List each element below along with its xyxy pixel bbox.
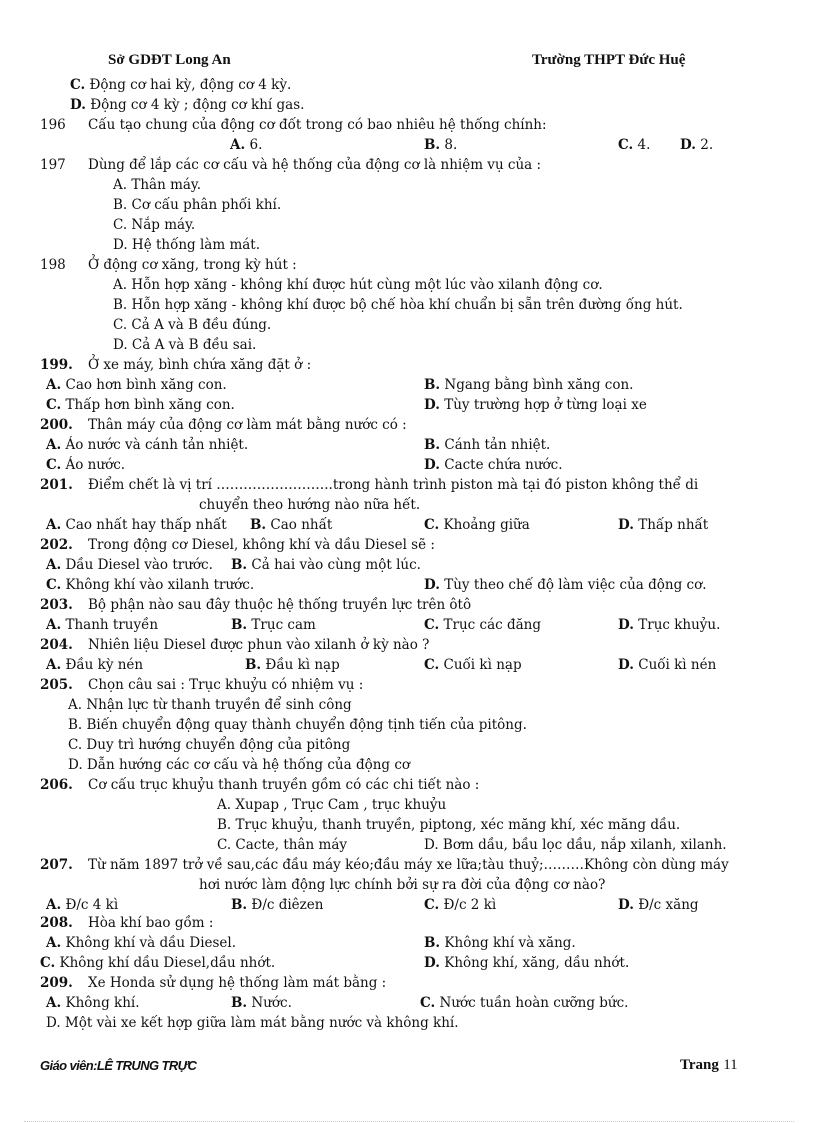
q200-option-c: C. Áo nước. (46, 457, 126, 473)
q205-option-b: B. Biến chuyển động quay thành chuyển động tịnh tiến của pitông. (68, 717, 527, 733)
q201-number: 201. (40, 477, 73, 493)
q209-option-b: B. Nước. (231, 995, 292, 1011)
q201-option-a: A. Cao nhất hay thấp nhất (46, 517, 227, 533)
q197-text: Dùng để lắp các cơ cấu và hệ thống của động cơ là nhiệm vụ của : (88, 157, 542, 173)
q199-option-d: D. Tùy trường hợp ở từng loại xe (424, 397, 647, 413)
q208-option-d: D. Không khí, xăng, dầu nhớt. (424, 955, 630, 971)
q196-text: Cấu tạo chung của động cơ đốt trong có bao nhiêu hệ thống chính: (88, 117, 547, 133)
q203-option-c: C. Trục các đăng (424, 617, 542, 633)
q207-option-a: A. Đ/c 4 kì (46, 897, 119, 913)
q197-option-b: B. Cơ cấu phân phối khí. (113, 197, 282, 213)
q208-number: 208. (40, 915, 73, 931)
q203-text: Bộ phận nào sau đây thuộc hệ thống truyền lực trên ôtô (88, 597, 472, 613)
q203-option-b: B. Trục cam (231, 617, 316, 633)
q199-option-a: A. Cao hơn bình xăng con. (46, 377, 227, 393)
q207-text: Từ năm 1897 trở về sau,các đầu máy kéo;đầu máy xe lữa;tàu thuỷ;………Không còn dùng máy (88, 857, 729, 873)
q205-option-d: D. Dẫn hướng các cơ cấu và hệ thống của động cơ (68, 757, 411, 773)
q202-number: 202. (40, 537, 73, 553)
header-school-name: Trường THPT Đức Huệ (532, 52, 686, 68)
q203-option-d: D. Trục khuỷu. (618, 617, 721, 633)
q197-option-c: C. Nắp máy. (113, 217, 196, 233)
q205-option-a: A. Nhận lực từ thanh truyền để sinh công (68, 697, 352, 713)
q209-option-c: C. Nước tuần hoàn cưỡng bức. (420, 995, 629, 1011)
q201-option-d: D. Thấp nhất (618, 517, 709, 533)
q201-option-c: C. Khoảng giữa (424, 517, 530, 533)
q199-text: Ở xe máy, bình chứa xăng đặt ở : (88, 357, 312, 373)
q208-option-a: A. Không khí và dầu Diesel. (46, 935, 237, 951)
q200-text: Thân máy của động cơ làm mát bằng nước có : (88, 417, 407, 433)
q204-option-b: B. Đầu kì nạp (245, 657, 340, 673)
q206-number: 206. (40, 777, 73, 793)
q206-option-d: D. Bơm dầu, bầu lọc dầu, nắp xilanh, xilanh. (424, 837, 727, 853)
q198-number: 198 (40, 257, 66, 273)
q200-option-b: B. Cánh tản nhiệt. (424, 437, 551, 453)
q198-text: Ở động cơ xăng, trong kỳ hút : (88, 257, 297, 273)
q206-option-b: B. Trục khuỷu, thanh truyền, piptong, xéc măng khí, xéc măng dầu. (217, 817, 681, 833)
q198-option-c: C. Cả A và B đều đúng. (113, 317, 272, 333)
q209-number: 209. (40, 975, 73, 991)
q196-number: 196 (40, 117, 66, 133)
q209-option-d: D. Một vài xe kết hợp giữa làm mát bằng nước và không khí. (46, 1015, 459, 1031)
q201-text-continued: chuyển theo hướng nào nữa hết. (199, 497, 421, 513)
q207-option-c: C. Đ/c 2 kì (424, 897, 497, 913)
q199-option-c: C. Thấp hơn bình xăng con. (46, 397, 235, 413)
q198-option-b: B. Hỗn hợp xăng - không khí được bộ chế hòa khí chuẩn bị sẵn trên đường ống hút. (113, 297, 683, 313)
q197-option-a: A. Thân máy. (113, 177, 202, 193)
q202-option-a: A. Dầu Diesel vào trước. (46, 557, 213, 573)
q197-number: 197 (40, 157, 66, 173)
q206-option-c: C. Cacte, thân máy (217, 837, 347, 853)
q209-option-a: A. Không khí. (46, 995, 140, 1011)
q200-option-a: A. Áo nước và cánh tản nhiệt. (46, 437, 249, 453)
q198-option-a: A. Hỗn hợp xăng - không khí được hút cùng một lúc vào xilanh động cơ. (113, 277, 603, 293)
q197-option-d: D. Hệ thống làm mát. (113, 237, 261, 253)
footer-teacher: Giáo viên:LÊ TRUNG TRỰC (40, 1058, 197, 1073)
q195-option-c: C. Động cơ hai kỳ, động cơ 4 kỳ. (70, 77, 292, 93)
q206-option-a: A. Xupap , Trục Cam , trục khuỷu (217, 797, 447, 813)
q196-option-d: D. 2. (680, 137, 714, 153)
footer-page: Trang 11 (680, 1057, 738, 1073)
q199-number: 199. (40, 357, 73, 373)
q202-text: Trong động cơ Diesel, không khí và dầu Diesel sẽ : (88, 537, 435, 553)
q201-text: Điểm chết là vị trí ……………………..trong hành trình piston mà tại đó piston không thể di (88, 477, 699, 493)
q202-option-c: C. Không khí vào xilanh trước. (46, 577, 255, 593)
q207-option-d: D. Đ/c xăng (618, 897, 699, 913)
q199-option-b: B. Ngang bằng bình xăng con. (424, 377, 634, 393)
q203-option-a: A. Thanh truyền (46, 617, 159, 633)
q207-option-b: B. Đ/c điêzen (231, 897, 324, 913)
q196-option-b: B. 8. (424, 137, 458, 153)
q204-option-d: D. Cuối kì nén (618, 657, 717, 673)
q206-text: Cơ cấu trục khuỷu thanh truyền gồm có các chi tiết nào : (88, 777, 480, 793)
header-school-dept: Sở GDĐT Long An (108, 52, 231, 68)
q200-number: 200. (40, 417, 73, 433)
q205-option-c: C. Duy trì hướng chuyển động của pitông (68, 737, 351, 753)
q208-option-b: B. Không khí và xăng. (424, 935, 576, 951)
q207-number: 207. (40, 857, 73, 873)
q202-option-d: D. Tùy theo chế độ làm việc của động cơ. (424, 577, 707, 593)
q205-text: Chọn câu sai : Trục khuỷu có nhiệm vụ : (88, 677, 364, 693)
q195-option-d: D. Động cơ 4 kỳ ; động cơ khí gas. (70, 97, 305, 113)
q204-number: 204. (40, 637, 73, 653)
q200-option-d: D. Cacte chứa nước. (424, 457, 563, 473)
q203-number: 203. (40, 597, 73, 613)
q208-option-c: C. Không khí dầu Diesel,dầu nhớt. (40, 955, 276, 971)
q208-text: Hòa khí bao gồm : (88, 915, 214, 931)
q201-option-b: B. Cao nhất (250, 517, 333, 533)
q207-text-continued: hơi nước làm động lực chính bởi sự ra đời của động cơ nào? (199, 877, 606, 893)
bottom-divider (24, 1121, 794, 1122)
q198-option-d: D. Cả A và B đều sai. (113, 337, 257, 353)
q205-number: 205. (40, 677, 73, 693)
q202-option-b: B. Cả hai vào cùng một lúc. (231, 557, 421, 573)
q204-option-a: A. Đầu kỳ nén (46, 657, 144, 673)
q196-option-a: A. 6. (230, 137, 263, 153)
q209-text: Xe Honda sử dụng hệ thống làm mát bằng : (88, 975, 387, 991)
q204-text: Nhiên liệu Diesel được phun vào xilanh ở kỳ nào ? (88, 637, 430, 653)
q196-option-c: C. 4. (618, 137, 651, 153)
q204-option-c: C. Cuối kì nạp (424, 657, 522, 673)
